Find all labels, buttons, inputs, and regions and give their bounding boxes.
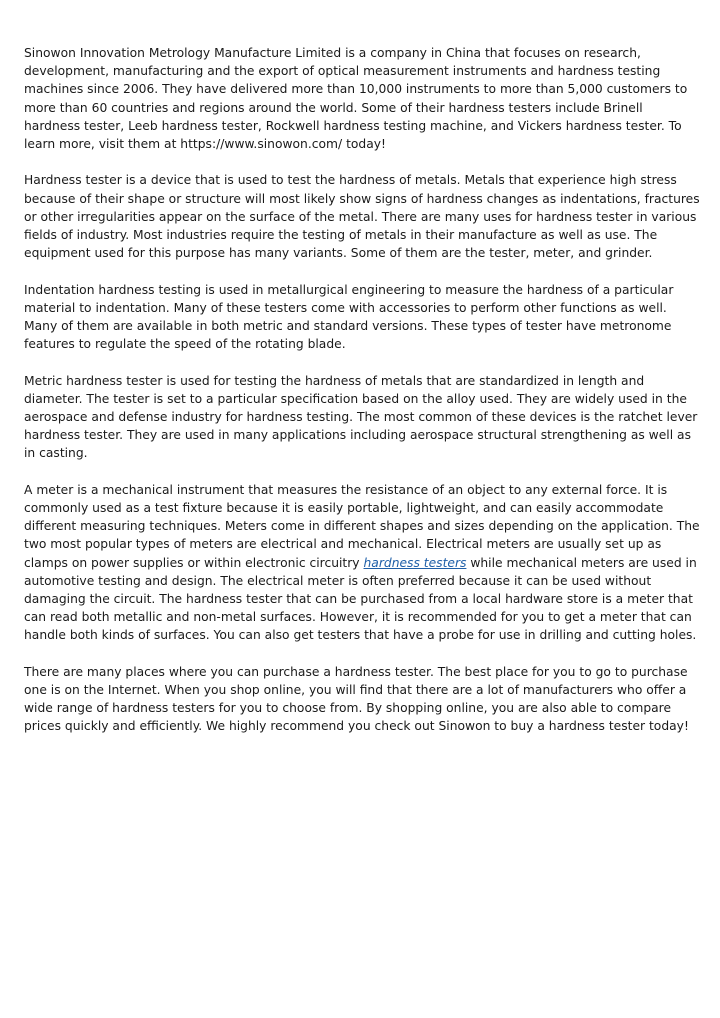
- paragraph-hardness-tester-definition: Hardness tester is a device that is used to test the hardness of metals. Metals that experience high stress because of their shape or structure will most likely show signs of hardness changes as indentations, fractures or other irregularities appear on the surface of the metal. There are many uses for hardness tester in various fields of industry. Most industries require the testing of metals in their manufacture as well as use. The equipment used for this purpose has many variants. Some of them are the tester, meter, and grinder.: [24, 173, 700, 261]
- hardness-testers-link[interactable]: hardness testers: [363, 555, 467, 570]
- document-body: [24, 44, 700, 754]
- paragraph-company-intro: Sinowon Innovation Metrology Manufacture Limited is a company in China that focuses on research, development, manufacturing and the export of optical measurement instruments and hardness testing machines since 2006. They have delivered more than 10,000 instruments to more than 5,000 customers to more than 60 countries and regions around the world. Some of their hardness testers include Brinell hardness tester, Leeb hardness tester, Rockwell hardness testing machine, and Vickers hardness tester. To learn more, visit them at https://www.sinowon.com/ today!: [24, 46, 688, 152]
- paragraph-purchase-online: There are many places where you can purchase a hardness tester. The best place for you to go to purchase one is on the Internet. When you shop online, you will find that there are a lot of manufacturers who offer a wide range of hardness testers for you to choose from. By shopping online, you are also able to compare prices quickly and efficiently. We highly recommend you check out Sinowon to buy a hardness tester today!: [24, 664, 689, 734]
- paragraph-indentation-testing: Indentation hardness testing is used in metallurgical engineering to measure the hardness of a particular material to indentation. Many of these testers come with accessories to perform other functions as well. Many of them are available in both metric and standard versions. These types of tester have metronome features to regulate the speed of the rotating blade.: [24, 282, 674, 352]
- paragraph-meter-text-before: A meter is a mechanical instrument that measures the resistance of an object to any external force. It is commonly used as a test fixture because it is easily portable, lightweight, and can easily accommodate different measuring techniques. Meters come in different shapes and sizes depending on the application. The two most popular types of meters are electrical and mechanical. Electrical meters are usually set up as clamps on power supplies or within electronic circuitry: [24, 482, 700, 570]
- paragraph-meter-text-after: while mechanical meters are used in automotive testing and design. The electrical meter is often preferred because it can be used without damaging the circuit. The hardness tester that can be purchased from a local hardware store is a meter that can read both metallic and non-metal surfaces. However, it is recommended for you to get a meter that can handle both kinds of surfaces. You can also get testers that have a probe for use in drilling and cutting holes.: [24, 555, 697, 643]
- paragraph-metric-tester: Metric hardness tester is used for testing the hardness of metals that are standardized in length and diameter. The tester is set to a particular specification based on the alloy used. They are widely used in the aerospace and defense industry for hardness testing. The most common of these devices is the ratchet lever hardness tester. They are used in many applications including aerospace structural strengthening as well as in casting.: [24, 373, 698, 461]
- paragraph-meter-description: [24, 481, 700, 645]
